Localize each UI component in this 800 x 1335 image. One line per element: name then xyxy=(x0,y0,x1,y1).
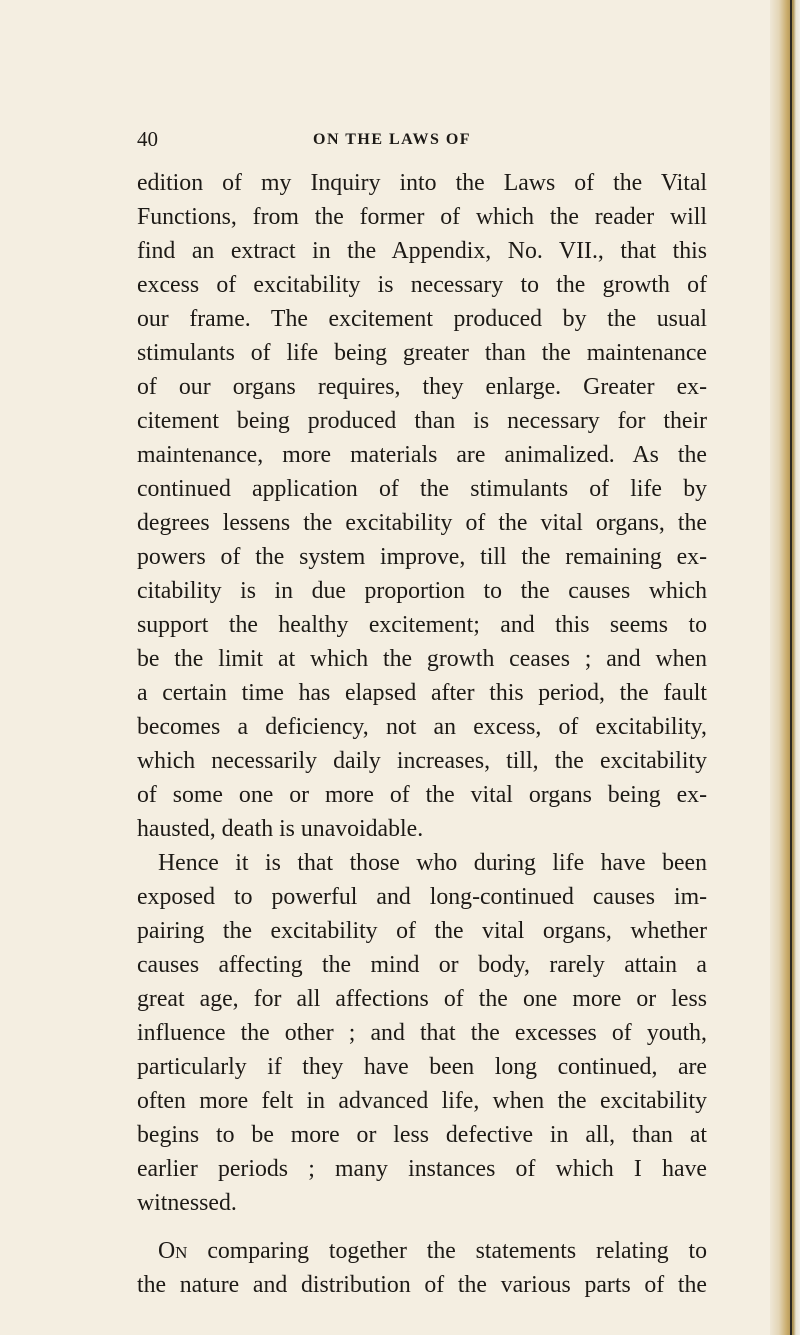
paragraph-lead-word: On xyxy=(158,1238,188,1264)
text-line: becomes a deficiency, not an excess, of excitability, xyxy=(137,714,707,740)
text-line: earlier periods ; many instances of which I have xyxy=(137,1156,707,1182)
text-line: continued application of the stimulants of life by xyxy=(137,476,707,502)
text-line: stimulants of life being greater than the maintenance xyxy=(137,340,707,366)
text-line: begins to be more or less defective in all, than at xyxy=(137,1122,707,1148)
text-line: great age, for all affections of the one more or less xyxy=(137,986,707,1012)
text-line: of some one or more of the vital organs being ex- xyxy=(137,782,707,808)
text-line: which necessarily daily increases, till, the excitability xyxy=(137,748,707,774)
text-line: Functions, from the former of which the reader will xyxy=(137,204,707,230)
text-line: of our organs requires, they enlarge. Greater ex- xyxy=(137,374,707,400)
text-line: be the limit at which the growth ceases ; and when xyxy=(137,646,707,672)
text-line: exposed to powerful and long-continued causes im- xyxy=(137,884,707,910)
text-line: hausted, death is unavoidable. xyxy=(137,816,424,842)
text-line: Hence it is that those who during life have been xyxy=(158,850,707,876)
text-line: support the healthy excitement; and this seems to xyxy=(137,612,707,638)
first-line-rest: comparing together the statements relating to xyxy=(187,1238,707,1264)
page-number: 40 xyxy=(137,127,158,151)
text-line: edition of my Inquiry into the Laws of the Vital xyxy=(137,170,707,196)
text-line: our frame. The excitement produced by the usual xyxy=(137,306,707,332)
text-line: citement being produced than is necessary for their xyxy=(137,408,707,434)
text-line: the nature and distribution of the various parts of the xyxy=(137,1272,707,1298)
text-line: influence the other ; and that the excesses of youth, xyxy=(137,1020,707,1046)
page-binding-edge xyxy=(770,0,800,1335)
text-line: degrees lessens the excitability of the vital organs, the xyxy=(137,510,707,536)
text-line: particularly if they have been long continued, are xyxy=(137,1054,707,1080)
text-line: often more felt in advanced life, when the excitability xyxy=(137,1088,707,1114)
text-line: maintenance, more materials are animalized. As the xyxy=(137,442,707,468)
text-line: excess of excitability is necessary to the growth of xyxy=(137,272,707,298)
binding-shadow-line xyxy=(790,0,792,1335)
text-line: causes affecting the mind or body, rarely attain a xyxy=(137,952,707,978)
text-line: a certain time has elapsed after this period, the fault xyxy=(137,680,707,706)
text-line: find an extract in the Appendix, No. VII., that this xyxy=(137,238,707,264)
text-line xyxy=(158,1234,707,1268)
text-line: pairing the excitability of the vital organs, whether xyxy=(137,918,707,944)
page-header xyxy=(0,126,800,152)
text-line: powers of the system improve, till the remaining ex- xyxy=(137,544,707,570)
text-line: witnessed. xyxy=(137,1190,237,1216)
text-line: citability is in due proportion to the causes which xyxy=(137,578,707,604)
running-head: ON THE LAWS OF xyxy=(313,131,472,148)
